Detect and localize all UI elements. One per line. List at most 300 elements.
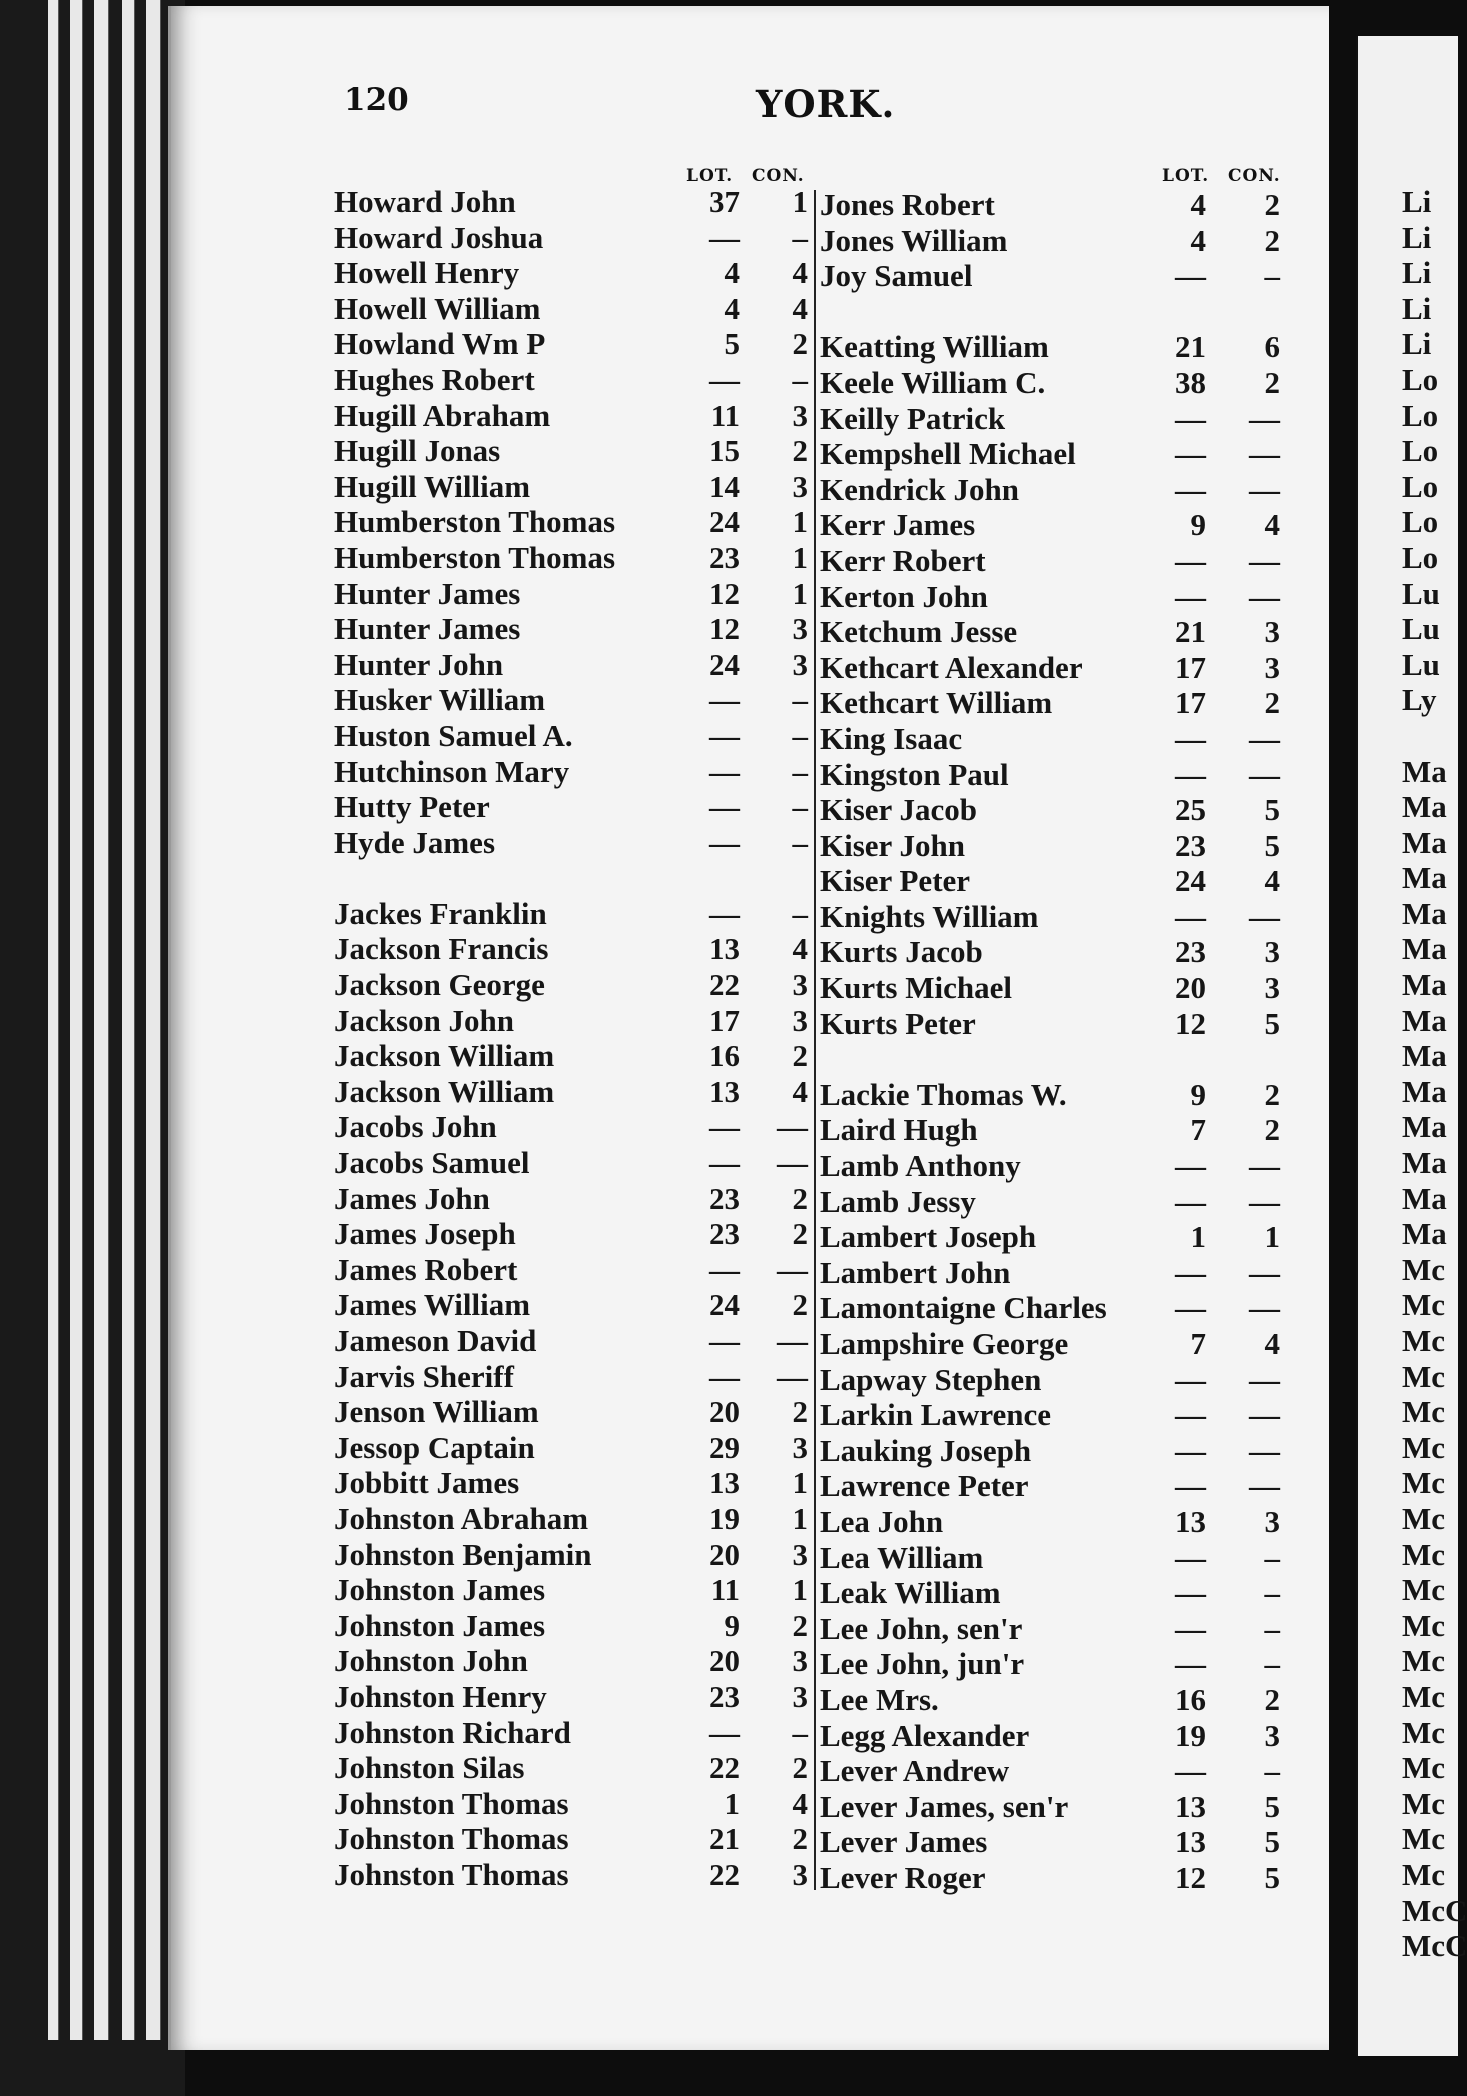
fragment-text: Mc <box>1402 1607 1446 1643</box>
entry-name: Jobbitt James <box>334 1465 520 1501</box>
entry-con: — <box>1249 578 1280 614</box>
directory-entry <box>334 469 812 505</box>
entry-lot: 24 <box>709 504 740 540</box>
entry-lot: 15 <box>709 433 740 469</box>
entry-con: – <box>792 753 808 789</box>
directory-entry <box>334 220 812 256</box>
entry-lot: 22 <box>709 967 740 1003</box>
entry-con: 1 <box>792 504 808 540</box>
entry-lot: 4 <box>1190 187 1206 222</box>
directory-entry <box>334 1857 812 1893</box>
fragment-text: Li <box>1402 255 1432 291</box>
entry-lot: — <box>709 361 740 397</box>
directory-entry <box>334 1608 812 1644</box>
entry-name: Jackson William <box>334 1038 555 1074</box>
entry-name: Johnston James <box>334 1572 546 1608</box>
directory-entry <box>334 718 812 754</box>
entry-name: Hughes Robert <box>334 361 535 397</box>
entry-lot: — <box>1175 400 1206 436</box>
entry-name: Lampshire George <box>820 1326 1069 1361</box>
entry-lot: 7 <box>1190 1326 1206 1361</box>
entry-lot: 13 <box>709 1465 740 1501</box>
entry-name: Kerr Robert <box>820 542 986 578</box>
directory-entry <box>334 1145 812 1181</box>
entry-con: 3 <box>1264 934 1280 970</box>
entry-lot: 37 <box>709 184 740 219</box>
directory-entry <box>334 1572 812 1608</box>
entry-con: — <box>1249 1290 1280 1326</box>
entry-con: 2 <box>792 433 808 469</box>
entry-name: Hugill Abraham <box>334 397 551 433</box>
directory-entry <box>820 401 1290 437</box>
entry-lot: 7 <box>1190 1112 1206 1148</box>
directory-entry <box>820 1326 1290 1362</box>
directory-entry <box>334 1643 812 1679</box>
entry-con: 2 <box>792 1216 808 1252</box>
entry-lot: 12 <box>709 611 740 647</box>
entry-con: 4 <box>1264 507 1280 543</box>
directory-entry <box>334 576 812 612</box>
directory-entry <box>334 789 812 825</box>
entry-lot: 4 <box>724 290 740 326</box>
entry-name: Johnston Richard <box>334 1714 571 1750</box>
entry-lot: 20 <box>709 1536 740 1572</box>
entry-name: Lever Roger <box>820 1859 986 1895</box>
directory-entry <box>334 1679 812 1715</box>
fragment-text: Mc <box>1402 1358 1446 1394</box>
entry-name: Johnston John <box>334 1643 528 1679</box>
entry-lot: 22 <box>709 1750 740 1786</box>
fragment-text: Li <box>1402 290 1432 326</box>
entry-con: – <box>1264 1646 1280 1682</box>
entry-con: 3 <box>792 397 808 433</box>
fragment-text: Mc <box>1402 1785 1446 1821</box>
directory-entry <box>334 326 812 362</box>
entry-con: 3 <box>792 468 808 504</box>
entry-con: 2 <box>792 1180 808 1216</box>
entry-con: 3 <box>1264 614 1280 650</box>
fragment-text: Ma <box>1402 1073 1447 1109</box>
entry-name: Kurts Jacob <box>820 934 983 970</box>
directory-entry <box>334 860 812 896</box>
entry-con: 5 <box>1264 792 1280 828</box>
entry-name: Humberston Thomas <box>334 504 616 540</box>
entry-name: Kiser Jacob <box>820 792 977 828</box>
fragment-text: Ly <box>1402 682 1437 718</box>
entry-name: Hutchinson Mary <box>334 753 570 789</box>
entry-name: Husker William <box>334 682 546 718</box>
fragment-text: Mc <box>1402 1678 1446 1714</box>
entry-lot: 12 <box>709 575 740 611</box>
directory-entry <box>334 1394 812 1430</box>
entry-name: Howland Wm P <box>334 326 546 362</box>
entry-lot: — <box>709 895 740 931</box>
directory-entry <box>820 1148 1290 1184</box>
entry-name: Lee John, sen'r <box>820 1610 1023 1646</box>
entry-lot: — <box>1175 1432 1206 1468</box>
directory-entry <box>334 1003 812 1039</box>
directory-entry <box>334 1074 812 1110</box>
entry-name: Johnston Thomas <box>334 1785 569 1821</box>
directory-entry <box>334 1038 812 1074</box>
fragment-text: Ma <box>1402 753 1447 789</box>
directory-entry <box>820 294 1290 330</box>
entry-con: — <box>1249 898 1280 934</box>
entry-con: 3 <box>792 1536 808 1572</box>
entry-con: — <box>1249 436 1280 472</box>
directory-entry <box>334 398 812 434</box>
directory-entry <box>820 543 1290 579</box>
entry-lot: — <box>709 1145 740 1181</box>
entry-lot: 24 <box>709 646 740 682</box>
entry-name: Lambert John <box>820 1254 1011 1290</box>
entry-con: 5 <box>1264 1788 1280 1824</box>
fragment-text: Mc <box>1402 1429 1446 1465</box>
entry-name: Laird Hugh <box>820 1112 978 1148</box>
directory-entry <box>820 507 1290 543</box>
directory-entry <box>334 896 812 932</box>
entry-lot: — <box>1175 1148 1206 1184</box>
entry-lot: 21 <box>1175 329 1206 365</box>
directory-entry <box>820 1397 1290 1433</box>
entry-lot: 20 <box>709 1643 740 1679</box>
entry-con: – <box>792 895 808 931</box>
entry-con: – <box>1264 1610 1280 1646</box>
right-column-list <box>820 187 1290 1896</box>
entry-con: – <box>792 361 808 397</box>
entry-lot: — <box>1175 1539 1206 1575</box>
directory-entry <box>820 1753 1290 1789</box>
entry-con: – <box>1264 1539 1280 1575</box>
entry-con: 2 <box>1264 1681 1280 1717</box>
directory-entry <box>820 329 1290 365</box>
entry-name: Jarvis Sheriff <box>334 1358 514 1394</box>
directory-entry <box>334 184 812 220</box>
directory-entry <box>334 1359 812 1395</box>
entry-con: — <box>777 1323 808 1358</box>
column-divider <box>814 190 816 1890</box>
left-lot-header: LOT. <box>686 166 734 186</box>
fragment-text: Mc <box>1402 1394 1446 1430</box>
entry-name: Jackson Francis <box>334 931 549 967</box>
entry-lot: 13 <box>709 1073 740 1109</box>
directory-entry <box>334 362 812 398</box>
entry-con: — <box>1249 471 1280 507</box>
fragment-text: Mc <box>1402 1856 1446 1892</box>
entry-lot: 9 <box>1190 1076 1206 1112</box>
entry-name: Keele William C. <box>820 364 1046 400</box>
entry-con: 5 <box>1264 1005 1280 1041</box>
directory-entry <box>334 825 812 861</box>
entry-lot: 14 <box>709 468 740 504</box>
directory-entry <box>820 1468 1290 1504</box>
entry-con: 2 <box>1264 1076 1280 1112</box>
fragment-text: Mc <box>1402 1465 1446 1501</box>
entry-name: Knights William <box>820 898 1039 934</box>
entry-lot: 24 <box>1175 863 1206 899</box>
entry-con: — <box>1249 756 1280 792</box>
directory-entry <box>820 1682 1290 1718</box>
entry-con: — <box>1249 1183 1280 1219</box>
entry-name: Hyde James <box>334 824 496 860</box>
entry-con: — <box>1249 1397 1280 1433</box>
fragment-text: Ma <box>1402 1216 1447 1252</box>
directory-entry <box>334 291 812 327</box>
fragment-text: Mc <box>1402 1536 1446 1572</box>
entry-name: Lambert Joseph <box>820 1219 1037 1255</box>
entry-name: James William <box>334 1287 531 1323</box>
directory-entry <box>334 540 812 576</box>
entry-name: Howard John <box>334 184 516 219</box>
entry-name: Kingston Paul <box>820 756 1009 792</box>
entry-con: 4 <box>792 1785 808 1821</box>
directory-entry <box>820 1824 1290 1860</box>
directory-entry <box>820 1077 1290 1113</box>
fragment-text: Mc <box>1402 1643 1446 1679</box>
entry-lot: — <box>1175 436 1206 472</box>
entry-lot: — <box>709 1714 740 1750</box>
directory-entry <box>820 1718 1290 1754</box>
entry-lot: 16 <box>1175 1681 1206 1717</box>
entry-con: 6 <box>1264 329 1280 365</box>
entry-lot: — <box>709 717 740 753</box>
entry-lot: 21 <box>1175 614 1206 650</box>
entry-name: James Joseph <box>334 1216 516 1252</box>
fragment-text: Ma <box>1402 1002 1447 1038</box>
entry-name: Ketchum Jesse <box>820 614 1018 650</box>
fragment-text: Ma <box>1402 1145 1447 1181</box>
entry-name: Lauking Joseph <box>820 1432 1032 1468</box>
entry-name: Keatting William <box>820 329 1049 365</box>
entry-con: 2 <box>792 1821 808 1857</box>
entry-lot: 13 <box>1175 1824 1206 1860</box>
entry-name: Kurts Michael <box>820 970 1012 1006</box>
entry-con: 1 <box>792 1572 808 1608</box>
entry-con: — <box>1249 1468 1280 1504</box>
entry-lot: — <box>1175 756 1206 792</box>
entry-lot: 17 <box>1175 685 1206 721</box>
entry-lot: 4 <box>1190 222 1206 258</box>
entry-name: Lamb Anthony <box>820 1148 1021 1184</box>
fragment-text: Lo <box>1402 539 1439 575</box>
directory-entry <box>820 223 1290 259</box>
directory-entry <box>334 1252 812 1288</box>
entry-lot: — <box>709 682 740 718</box>
fragment-text: Mc <box>1402 1287 1446 1323</box>
entry-name: Johnston Thomas <box>334 1821 569 1857</box>
entry-con: — <box>1249 1148 1280 1184</box>
fragment-text: Mc <box>1402 1750 1446 1786</box>
entry-name: Jessop Captain <box>334 1429 535 1465</box>
fragment-text: Lo <box>1402 468 1439 504</box>
entry-name: James Robert <box>334 1251 518 1287</box>
left-con-header: CON. <box>752 166 805 186</box>
fragment-text: Li <box>1402 326 1432 362</box>
directory-entry <box>820 685 1290 721</box>
entry-name: Kethcart Alexander <box>820 649 1083 685</box>
entry-name: Kerr James <box>820 507 976 543</box>
fragment-text: Lo <box>1402 433 1439 469</box>
entry-name: Kendrick John <box>820 471 1019 507</box>
entry-lot: — <box>1175 1361 1206 1397</box>
entry-name: Kethcart William <box>820 685 1053 721</box>
directory-entry <box>820 614 1290 650</box>
fragment-text: Lu <box>1402 611 1440 647</box>
entry-con: – <box>1264 258 1280 294</box>
entry-lot: — <box>1175 578 1206 614</box>
entry-con: – <box>792 682 808 718</box>
entry-name: Kurts Peter <box>820 1005 976 1041</box>
entry-con: 2 <box>792 1394 808 1430</box>
entry-name: Hunter James <box>334 611 521 647</box>
entry-name: Johnston Henry <box>334 1678 547 1714</box>
fragment-text: Ma <box>1402 1180 1447 1216</box>
fragment-text: Lo <box>1402 361 1439 397</box>
fragment-text: Li <box>1402 219 1432 255</box>
fragment-text: Li <box>1402 184 1432 219</box>
entry-name: Jackes Franklin <box>334 895 547 931</box>
directory-entry <box>334 1216 812 1252</box>
entry-lot: 9 <box>724 1607 740 1643</box>
fragment-text: Ma <box>1402 1109 1447 1145</box>
entry-name: Hutty Peter <box>334 789 490 825</box>
entry-name: Joy Samuel <box>820 258 973 294</box>
entry-name: Howell William <box>334 290 541 326</box>
directory-entry <box>820 187 1290 223</box>
directory-entry <box>820 1540 1290 1576</box>
entry-con: — <box>777 1109 808 1145</box>
directory-entry <box>820 1184 1290 1220</box>
entry-lot: 23 <box>709 1216 740 1252</box>
directory-entry <box>820 934 1290 970</box>
fragment-text: Ma <box>1402 1038 1447 1074</box>
entry-con: 4 <box>792 255 808 291</box>
entry-lot: 17 <box>1175 649 1206 685</box>
entry-lot: — <box>1175 1610 1206 1646</box>
directory-entry <box>334 1501 812 1537</box>
directory-entry <box>820 579 1290 615</box>
entry-con: 5 <box>1264 1859 1280 1895</box>
entry-name: Keilly Patrick <box>820 400 1006 436</box>
entry-con: — <box>1249 542 1280 578</box>
directory-entry <box>820 1290 1290 1326</box>
page-title: YORK. <box>756 82 896 126</box>
directory-entry <box>334 1181 812 1217</box>
entry-con: 3 <box>792 1429 808 1465</box>
entry-name: Hugill William <box>334 468 531 504</box>
entry-lot: 5 <box>724 326 740 362</box>
fragment-text: McC <box>1402 1928 1467 1964</box>
entry-con: 3 <box>1264 649 1280 685</box>
entry-lot: 21 <box>709 1821 740 1857</box>
entry-lot: — <box>1175 542 1206 578</box>
entry-lot: — <box>1175 1183 1206 1219</box>
directory-entry <box>820 757 1290 793</box>
entry-lot: 20 <box>709 1394 740 1430</box>
entry-con: 3 <box>792 1002 808 1038</box>
entry-name: Lawrence Peter <box>820 1468 1029 1504</box>
entry-lot: 11 <box>710 1572 740 1608</box>
entry-lot: — <box>1175 1397 1206 1433</box>
entry-con: – <box>792 717 808 753</box>
entry-name: James John <box>334 1180 490 1216</box>
fragment-text: Ma <box>1402 931 1447 967</box>
entry-con: – <box>1264 1575 1280 1611</box>
directory-entry <box>820 792 1290 828</box>
entry-name: Jackson George <box>334 967 545 1003</box>
book-spine-edge <box>0 0 185 2096</box>
entry-name: Howard Joshua <box>334 219 544 255</box>
directory-entry <box>820 1006 1290 1042</box>
entry-con: 3 <box>1264 970 1280 1006</box>
left-column-list <box>334 184 812 1893</box>
entry-con: 2 <box>792 1038 808 1074</box>
fragment-text: Lu <box>1402 646 1440 682</box>
fragment-text: Ma <box>1402 860 1447 896</box>
entry-con: — <box>777 1251 808 1287</box>
entry-name: Kiser Peter <box>820 863 971 899</box>
entry-con: 2 <box>1264 364 1280 400</box>
entry-name: Jackson William <box>334 1073 555 1109</box>
entry-lot: 20 <box>1175 970 1206 1006</box>
entry-con: 4 <box>792 290 808 326</box>
entry-lot: 25 <box>1175 792 1206 828</box>
directory-entry <box>334 931 812 967</box>
entry-lot: — <box>1175 1254 1206 1290</box>
directory-entry <box>820 970 1290 1006</box>
entry-con: 4 <box>1264 863 1280 899</box>
directory-entry <box>334 1750 812 1786</box>
entry-name: Lever Andrew <box>820 1753 1010 1789</box>
entry-lot: — <box>709 824 740 860</box>
entry-con: 3 <box>792 967 808 1003</box>
entry-name: Huston Samuel A. <box>334 717 573 753</box>
directory-entry <box>820 1646 1290 1682</box>
entry-con: 1 <box>792 1500 808 1536</box>
entry-name: Hugill Jonas <box>334 433 501 469</box>
entry-name: Lea William <box>820 1539 984 1575</box>
entry-lot: 4 <box>724 255 740 291</box>
directory-entry <box>820 1575 1290 1611</box>
entry-lot: 11 <box>710 397 740 433</box>
entry-name: Kiser John <box>820 827 965 863</box>
entry-con: 1 <box>792 184 808 219</box>
directory-entry <box>820 365 1290 401</box>
fragment-text: Mc <box>1402 1714 1446 1750</box>
fragment-text: Lo <box>1402 397 1439 433</box>
entry-lot: — <box>1175 1575 1206 1611</box>
entry-name: Leak William <box>820 1575 1001 1611</box>
directory-entry <box>820 828 1290 864</box>
entry-lot: 29 <box>709 1429 740 1465</box>
entry-con: 3 <box>1264 1717 1280 1753</box>
fragment-text: Lu <box>1402 575 1440 611</box>
fragment-text: Ma <box>1402 895 1447 931</box>
page-leaf <box>94 0 109 2040</box>
entry-lot: 16 <box>709 1038 740 1074</box>
entry-lot: 13 <box>1175 1788 1206 1824</box>
next-page-edge <box>1356 36 1467 2056</box>
directory-entry <box>334 1537 812 1573</box>
right-con-header: CON. <box>1228 166 1281 186</box>
entry-con: 3 <box>792 611 808 647</box>
directory-entry <box>334 433 812 469</box>
entry-name: Larkin Lawrence <box>820 1397 1052 1433</box>
directory-entry <box>334 1786 812 1822</box>
entry-lot: — <box>709 1109 740 1145</box>
entry-name: Lackie Thomas W. <box>820 1076 1067 1112</box>
entry-lot: 12 <box>1175 1005 1206 1041</box>
